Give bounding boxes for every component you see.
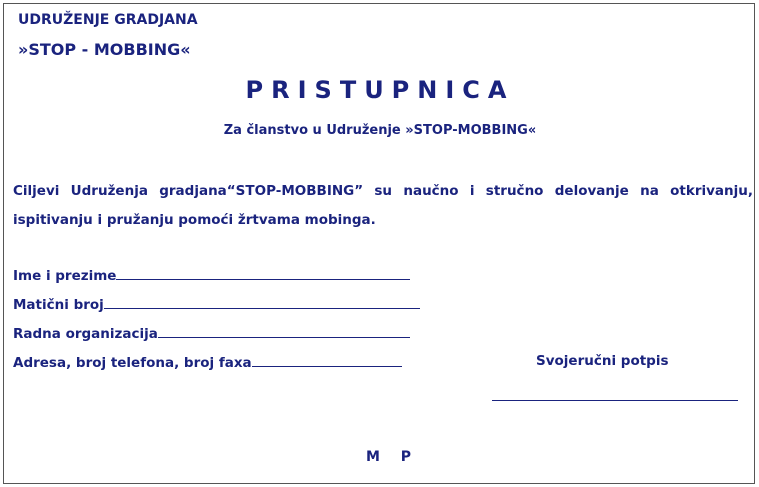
name-field-label: Ime i prezime <box>13 268 117 284</box>
id-number-field-line <box>104 296 420 309</box>
form-title: PRISTUPNICA <box>245 76 515 104</box>
organization-name: UDRUŽENJE GRADJANA <box>18 12 198 28</box>
organization-field-line <box>158 325 410 338</box>
goals-paragraph: Ciljevi Udruženja gradjana“STOP-MOBBING” su naučno i stručno delovanje na otkrivanju, ispitivanju i pružanju pomoći žrtvama mobinga. <box>13 183 753 228</box>
address-field-label: Adresa, broj telefona, broj faxa <box>13 355 252 371</box>
id-number-field-label: Matični broj <box>13 297 104 313</box>
signature-label: Svojeručni potpis <box>536 353 669 369</box>
organization-field-label: Radna organizacija <box>13 326 158 342</box>
address-field-line <box>252 354 402 367</box>
id-number-field <box>13 296 420 313</box>
address-field <box>13 354 402 371</box>
form-subtitle: Za članstvo u Udruženje »STOP-MOBBING« <box>223 123 537 138</box>
signature-line <box>492 400 738 401</box>
name-field <box>13 267 410 284</box>
organization-brand: »STOP - MOBBING« <box>18 40 191 59</box>
name-field-line <box>116 267 410 280</box>
application-form <box>3 3 755 484</box>
stamp-placeholder: M P <box>366 449 420 465</box>
organization-field <box>13 325 410 342</box>
